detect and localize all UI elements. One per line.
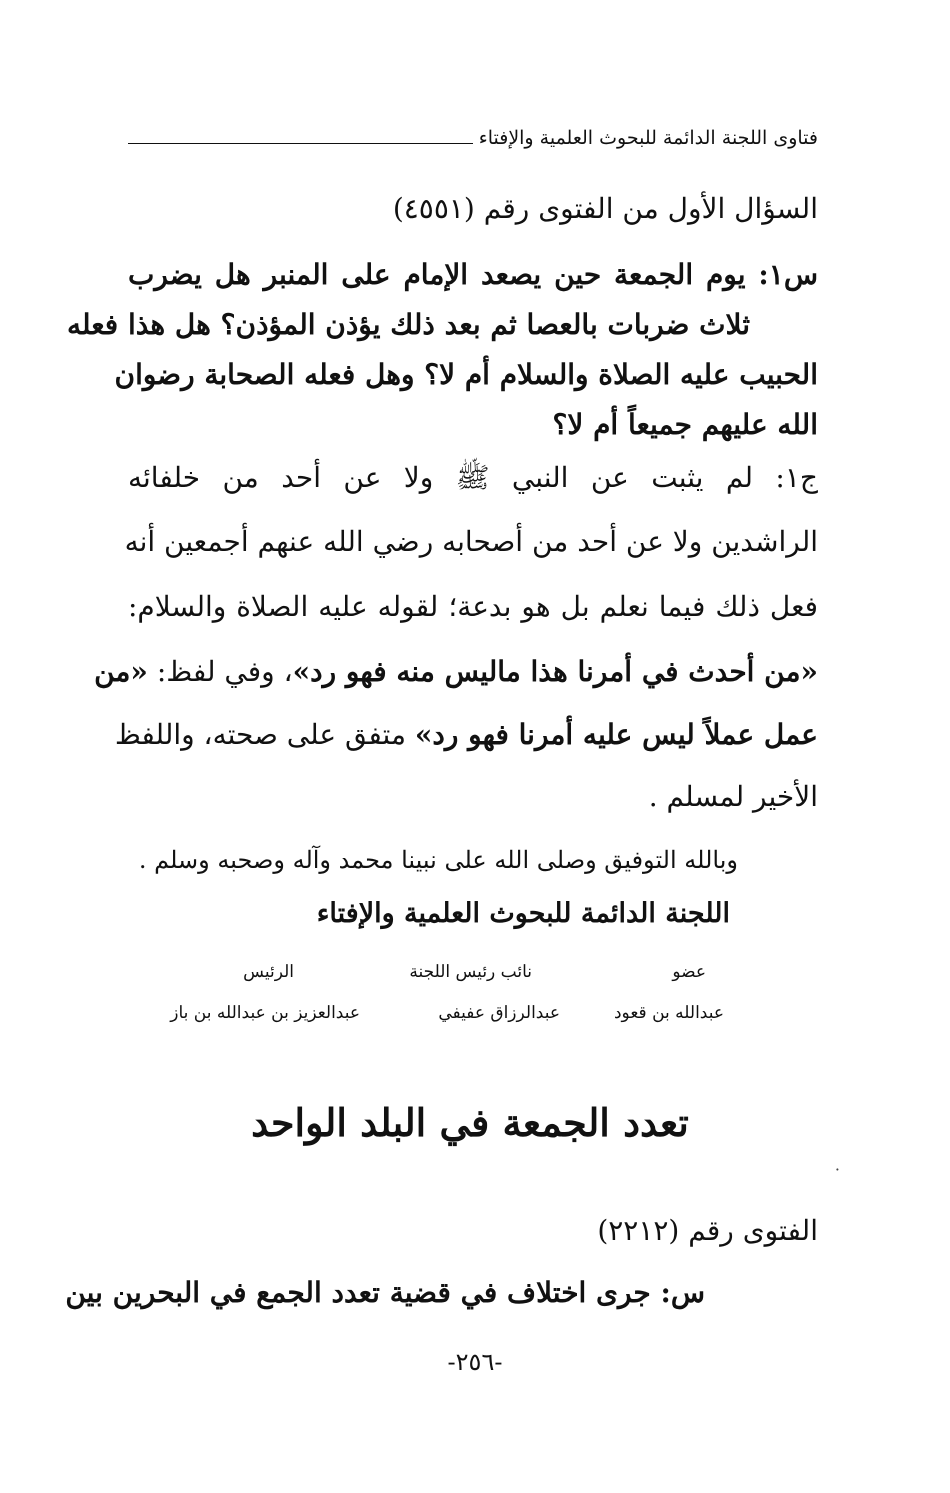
- fatwa-2-intro: الفتوى رقم (٢٢١٢): [597, 1214, 818, 1247]
- answer-line-5-rest: متفق على صحته، واللفظ: [114, 718, 415, 751]
- answer-line-3: فعل ذلك فيما نعلم بل هو بدعة؛ لقوله عليه الصلاة والسلام:: [128, 590, 818, 623]
- answer-line-2: الراشدين ولا عن أحد من أصحابه رضي الله عنهم أجمعين أنه: [124, 525, 818, 558]
- fatwa-2-question-line-1: س: جرى اختلاف في قضية تعدد الجمع في البحرين بين: [65, 1276, 705, 1309]
- section-title: تعدد الجمعة في البلد الواحد: [251, 1100, 689, 1145]
- answer-line-1: ج١: لم يثبت عن النبي ﷺ ولا عن أحد من خلفائه: [128, 461, 818, 494]
- signature-role-member: عضو: [672, 962, 706, 982]
- signature-name-member: عبدالله بن قعود: [613, 1003, 724, 1023]
- signature-name-chair: عبدالعزيز بن عبدالله بن باز: [170, 1003, 360, 1023]
- answer-line-4: [94, 655, 818, 689]
- page-number: -٢٥٦-: [447, 1348, 503, 1376]
- signature-role-vice-chair: نائب رئيس اللجنة: [409, 962, 532, 982]
- signature-name-vice-chair: عبدالرزاق عفيفي: [438, 1003, 560, 1023]
- question-line-4: الله عليهم جميعاً أم لا؟: [552, 408, 818, 441]
- hadith-quote-1: «من أحدث في أمرنا هذا ماليس منه فهو رد»: [292, 655, 818, 688]
- signature-role-chair: الرئيس: [243, 962, 294, 982]
- hadith-quote-2-end: عمل عملاً ليس عليه أمرنا فهو رد»: [414, 718, 818, 751]
- question-line-1: س١: يوم الجمعة حين يصعد الإمام على المنبر هل يضرب: [128, 258, 818, 291]
- fatwa-1-intro: السؤال الأول من الفتوى رقم (٤٥٥١): [392, 192, 818, 225]
- margin-mark: ·: [834, 1160, 840, 1179]
- committee-name: اللجنة الدائمة للبحوث العلمية والإفتاء: [316, 898, 730, 929]
- running-header: [128, 120, 818, 156]
- hadith-quote-2-start: «من: [94, 655, 148, 688]
- answer-line-5: [114, 718, 818, 752]
- question-line-2: ثلاث ضربات بالعصا ثم بعد ذلك يؤذن المؤذن؟ هل هذا فعله: [67, 308, 750, 341]
- question-line-3: الحبيب عليه الصلاة والسلام أم لا؟ وهل فعله الصحابة رضوان: [114, 358, 818, 391]
- header-title: فتاوى اللجنة الدائمة للبحوث العلمية والإفتاء: [478, 127, 818, 149]
- answer-line-4-rest: ، وفي لفظ:: [147, 655, 293, 688]
- closing-prayer: وبالله التوفيق وصلى الله على نبينا محمد وآله وصحبه وسلم .: [138, 846, 738, 874]
- header-rule: [128, 143, 473, 144]
- answer-line-6: الأخير لمسلم .: [648, 780, 818, 813]
